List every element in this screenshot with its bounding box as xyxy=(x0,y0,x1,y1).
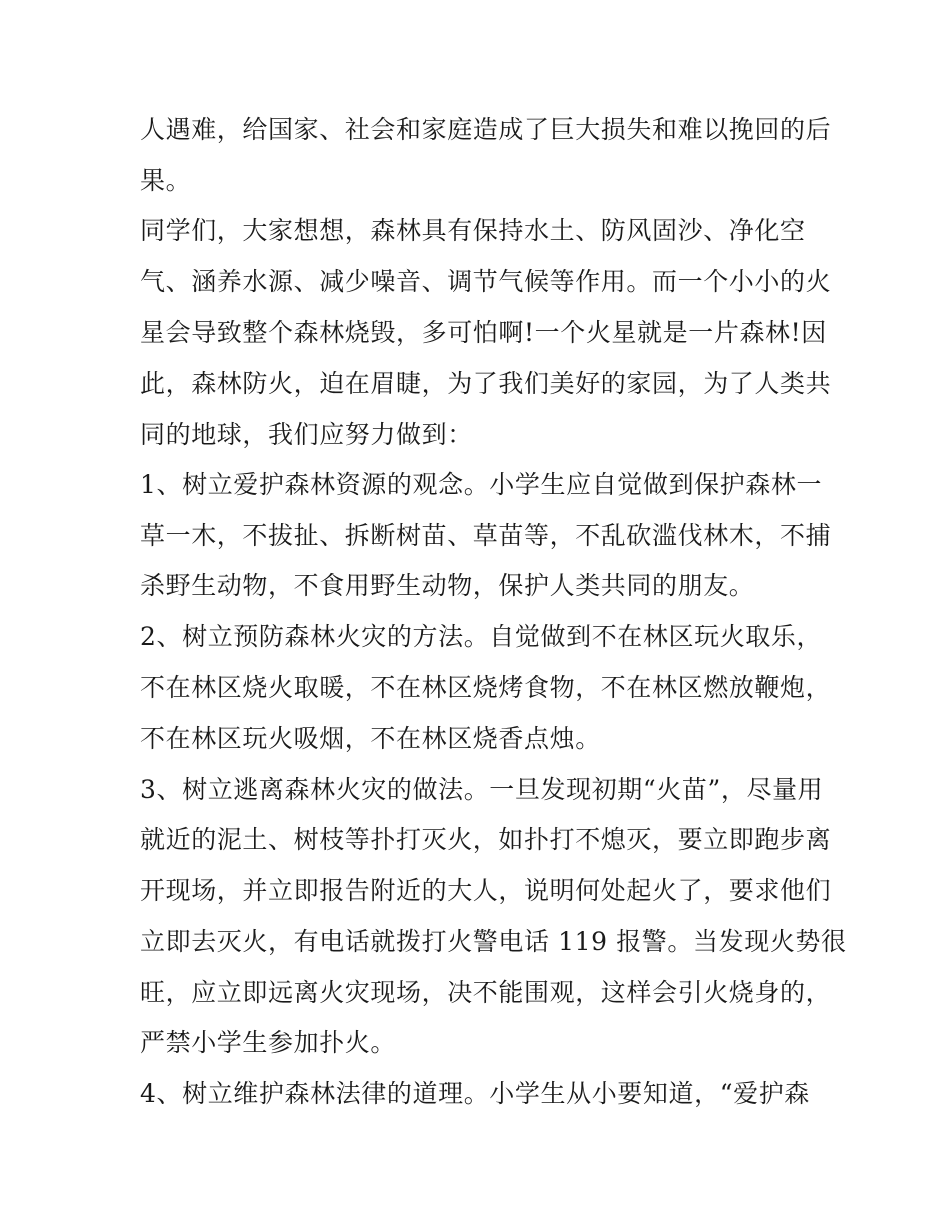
text-line: 果。 xyxy=(140,166,192,195)
text-line: 1、树立爱护森林资源的观念。小学生应自觉做到保护森林一 xyxy=(140,470,823,499)
text-line: 不在林区玩火吸烟，不在林区烧香点烛。 xyxy=(140,724,601,753)
text-line: 杀野生动物，不食用野生动物，保护人类共同的朋友。 xyxy=(140,571,755,600)
text-line: 同学们，大家想想，森林具有保持水土、防风固沙、净化空 xyxy=(140,216,806,245)
text-line: 开现场，并立即报告附近的大人，说明何处起火了，要求他们 xyxy=(140,876,832,905)
text-line: 人遇难，给国家、社会和家庭造成了巨大损失和难以挽回的后 xyxy=(140,115,832,144)
text-line: 不在林区烧火取暖，不在林区烧烤食物，不在林区燃放鞭炮， xyxy=(140,673,832,702)
text-line: 气、涵养水源、减少噪音、调节气候等作用。而一个小小的火 xyxy=(140,267,832,296)
text-line: 星会导致整个森林烧毁，多可怕啊!一个火星就是一片森林!因 xyxy=(140,318,827,347)
text-line: 4、树立维护森林法律的道理。小学生从小要知道，“爱护森 xyxy=(140,1079,810,1108)
text-line: 旺，应立即远离火灾现场，决不能围观，这样会引火烧身的， xyxy=(140,978,832,1007)
text-line: 3、树立逃离森林火灾的做法。一旦发现初期“火苗”，尽量用 xyxy=(140,775,824,804)
text-line: 此，森林防火，迫在眉睫，为了我们美好的家园，为了人类共 xyxy=(140,369,832,398)
text-line: 严禁小学生参加扑火。 xyxy=(140,1028,397,1057)
text-line: 就近的泥土、树枝等扑打灭火，如扑打不熄灭，要立即跑步离 xyxy=(140,825,832,854)
text-line: 同的地球，我们应努力做到： xyxy=(140,420,473,449)
text-line: 草一木，不拔扯、拆断树苗、草苗等，不乱砍滥伐林木，不捕 xyxy=(140,521,832,550)
text-line: 2、树立预防森林火灾的方法。自觉做到不在林区玩火取乐， xyxy=(140,622,823,651)
text-line: 立即去灭火，有电话就拨打火警电话 119 报警。当发现火势很 xyxy=(140,927,847,956)
